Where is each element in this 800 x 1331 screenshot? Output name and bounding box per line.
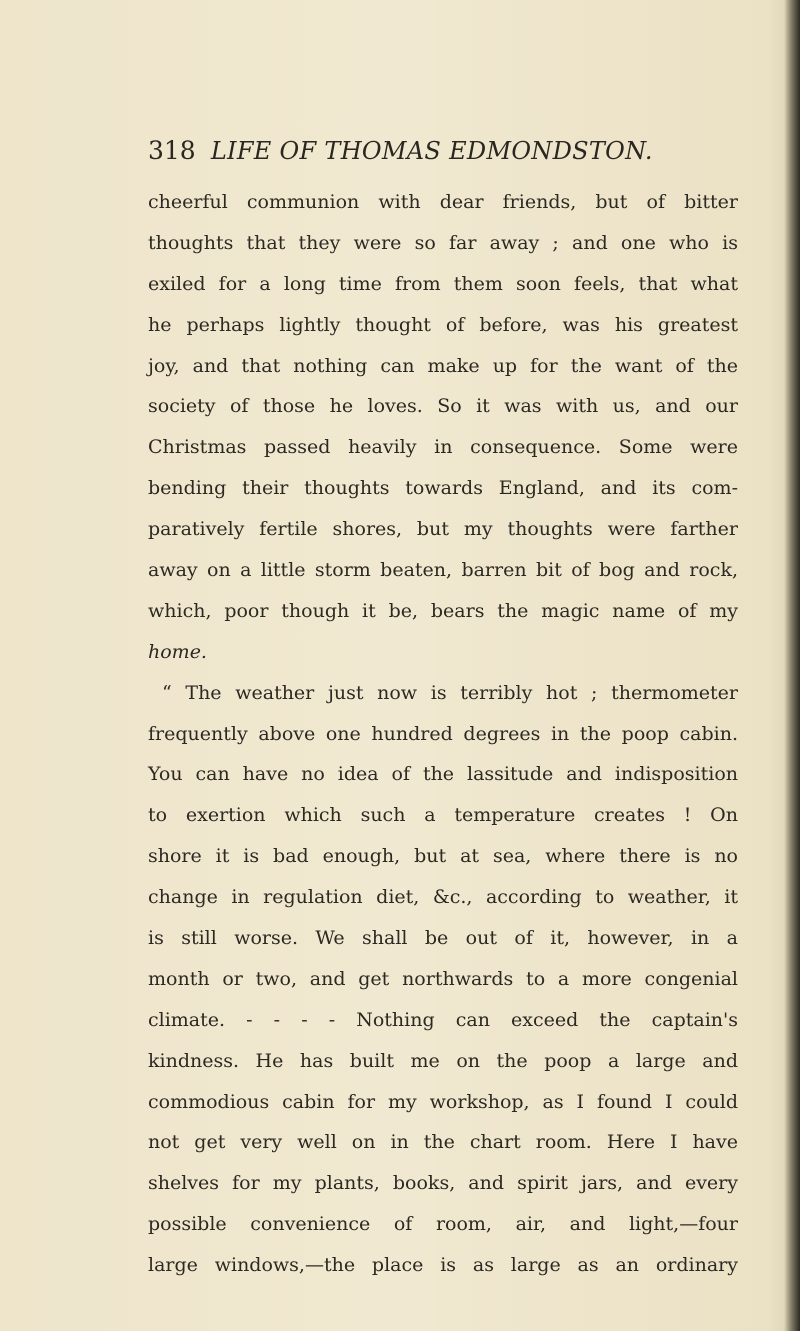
text-line: away on a little storm beaten, barren bit of bog and rock,: [148, 559, 738, 582]
text-line: joy, and that nothing can make up for the want of the: [148, 354, 738, 377]
text-line: which, poor though it be, bears the magic name of my: [148, 599, 738, 622]
text-line: You can have no idea of the lassitude and indisposition: [148, 763, 738, 786]
text-line: he perhaps lightly thought of before, was his greatest: [148, 313, 738, 336]
text-line: bending their thoughts towards England, and its com-: [148, 477, 738, 500]
text-line: society of those he loves. So it was with us, and our: [148, 395, 738, 418]
running-title: LIFE OF THOMAS EDMONDSTON.: [210, 137, 653, 165]
text-line: “ The weather just now is terribly hot ; thermometer: [162, 681, 738, 704]
text-line: change in regulation diet, &c., according to weather, it: [148, 886, 738, 909]
text-line: kindness. He has built me on the poop a large and: [148, 1049, 738, 1072]
text-line: large windows,—the place is as large as an ordinary: [148, 1254, 738, 1277]
body-text: [148, 182, 738, 1286]
text-line: to exertion which such a temperature creates ! On: [148, 804, 738, 827]
page-edge-shadow: [784, 0, 800, 1331]
text-line: possible convenience of room, air, and light,—four: [148, 1213, 738, 1236]
text-line: shelves for my plants, books, and spirit jars, and every: [148, 1172, 738, 1195]
text-line: month or two, and get northwards to a more congenial: [148, 967, 738, 990]
page-header: [148, 136, 708, 176]
text-line: cheerful communion with dear friends, but of bitter: [148, 191, 738, 213]
text-line: is still worse. We shall be out of it, however, in a: [148, 927, 738, 950]
text-line: not get very well on in the chart room. Here I have: [148, 1131, 738, 1154]
text-line: paratively fertile shores, but my thoughts were farther: [148, 518, 738, 541]
text-line: exiled for a long time from them soon feels, that what: [148, 272, 738, 295]
text-line: Christmas passed heavily in consequence. Some were: [148, 436, 738, 459]
text-line-italic: home.: [148, 640, 207, 663]
text-line: shore it is bad enough, but at sea, where there is no: [148, 845, 738, 868]
text-line: climate. - - - - Nothing can exceed the captain's: [148, 1008, 738, 1031]
page-number: 318: [148, 136, 196, 165]
text-line: commodious cabin for my workshop, as I found I could: [148, 1090, 738, 1113]
text-line: frequently above one hundred degrees in the poop cabin.: [148, 722, 738, 745]
text-line: thoughts that they were so far away ; and one who is: [148, 231, 738, 254]
